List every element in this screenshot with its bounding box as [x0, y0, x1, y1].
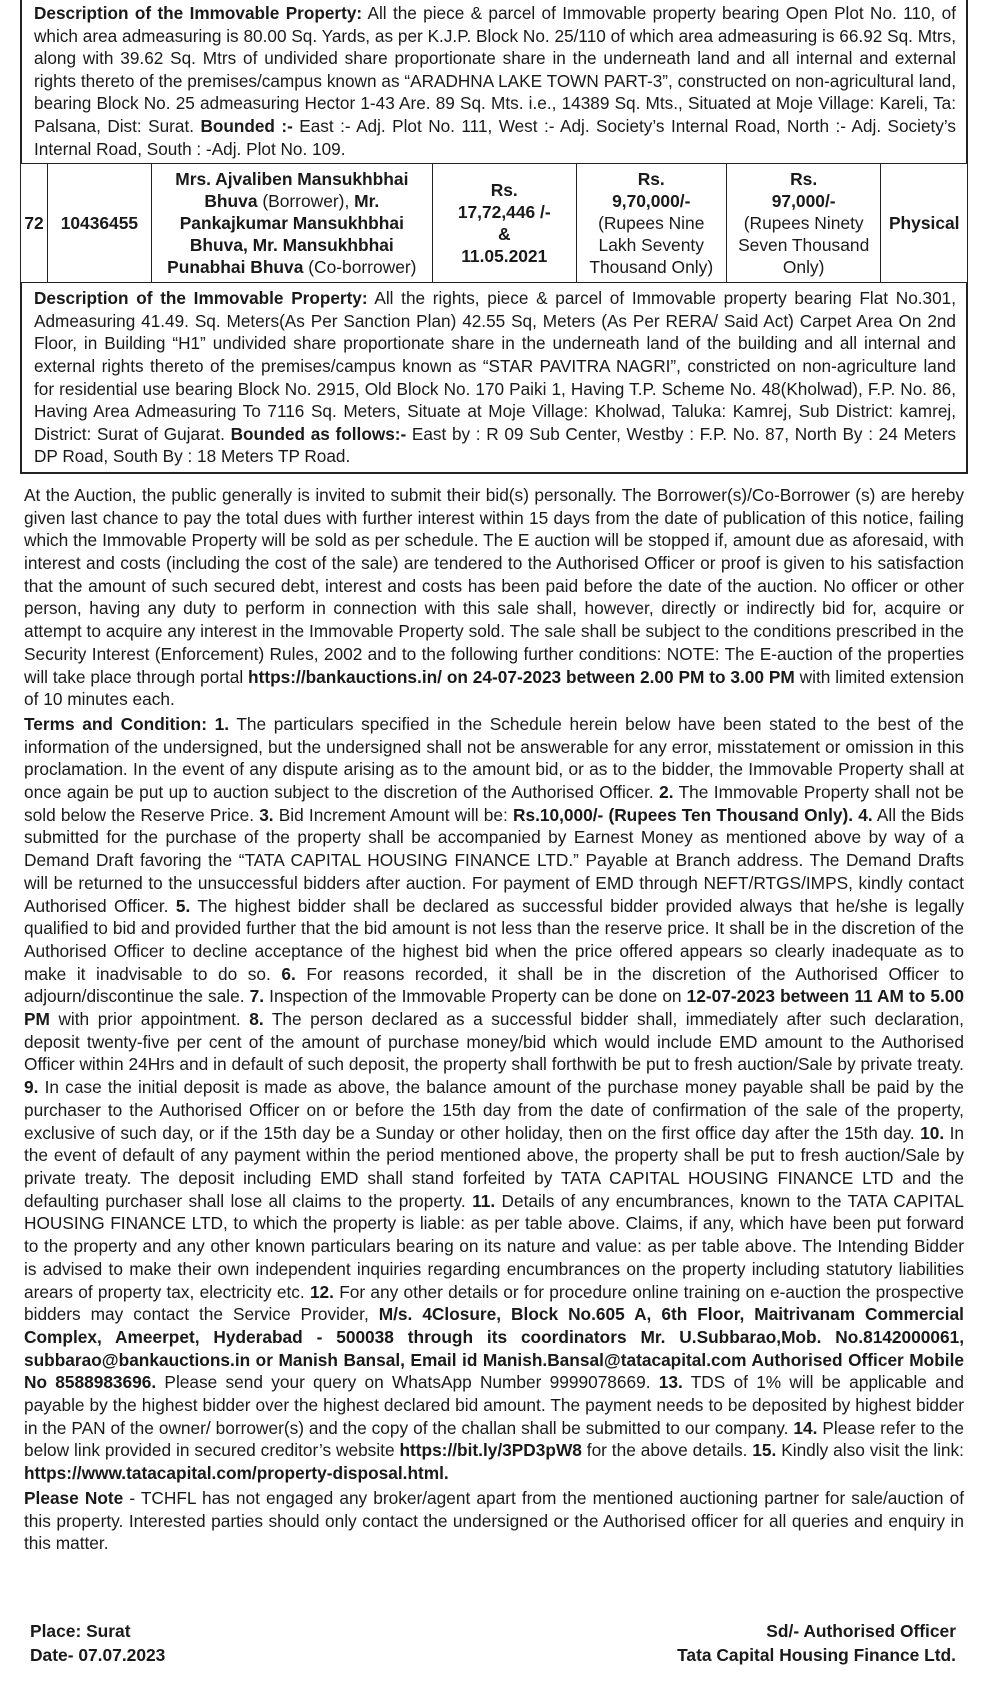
- term-11-text: Details of any encumbrances, known to the TATA CAPITAL HOUSING FINANCE LTD, to which the property is liable: as per table above. Claims, if any, which have been put forward to the property and any other known particulars bearing on its nature and value: as per table above. The Intending Bidder is advised to make their own independent inquiries regarding encumbrances on the property including statutory liabilities arears of property tax, electricity etc.: [24, 1190, 964, 1302]
- property-row-72: [20, 163, 968, 283]
- property-description-label: Description of the Immovable Property:: [34, 3, 363, 23]
- notice-body: [20, 474, 968, 1555]
- term-12-text: For any other details or for procedure online training on e-auction the prospective bidders may contact the Service Provider,: [24, 1281, 965, 1325]
- property-description-72: [20, 283, 968, 474]
- term-1-text: The particulars specified in the Schedule herein below have been stated to the best of the information of the undersigned, but the undersigned shall not be answerable for any error, misstatement or omission in this proclamation. In the event of any dispute arising as to the amount bid, or as to the bidder, the Immovable Property shall at once again be put up to auction subject to the discretion of the Authorised Officer.: [24, 713, 964, 803]
- term-4-text: All the Bids submitted for the purchase of the property shall be accompanied by Earnest Money as mentioned above by way of a Demand Draft favoring the “TATA CAPITAL HOUSING FINANCE LTD.” Payable at Branch address. The Demand Drafts will be returned to the unsuccessful bidders after auction. For payment of EMD through NEFT/RTGS/IMPS, kindly contact Authorised Officer.: [24, 804, 964, 916]
- reserve-amount: 9,70,000/-: [612, 191, 691, 212]
- property-description-text: All the rights, piece & parcel of Immovable property bearing Flat No.301, Admeasuring 41.49. Sq. Meters(As Per Sanction Plan) 42.55 Sq, Meters (As Per RERA/ Said Act) Carpet Area On 2nd Floor, in Building “H1” undivided share proportionate share in the underneath land of the building and all internal and external rights thereto of the premises/campus known as “STAR PAVITRA NAGRI”, constricted on non-agriculture land for residential use bearing Block No. 2915, Old Block No. 170 Paiki 1, Having T.P. Scheme No. 48(Kholwad), F.P. No. 86, Having Area Admeasuring To 7116 Sq. Meters, Situate at Moje Village: Kholwad, Taluka: Kamrej, Sub District: kamrej, District: Surat of Gujarat.: [34, 288, 956, 444]
- term-12-tail: Please send your query on WhatsApp Number 9999078669.: [156, 1372, 659, 1393]
- borrower-cell: [151, 164, 432, 283]
- term-7-number: 7.: [249, 986, 265, 1007]
- term-3-text: Bid Increment Amount will be:: [273, 804, 513, 825]
- auction-extension-text: with limited extension of 10 minutes each.: [24, 666, 964, 710]
- reserve-rs: Rs.: [637, 169, 665, 190]
- term-8-number: 8.: [249, 1009, 264, 1030]
- term-5-text: The highest bidder shall be declared as successful bidder provided always that he/she is legally qualified to bid and provided further that the bid amount is not less than the reserve price. It shall be in the discretion of the Authorised Officer to decline acceptance of the highest bid when the price offered appears so clearly inadequate as to make it inadvisable to do so.: [24, 895, 964, 984]
- reserve-words: (Rupees Nine Lakh Seventy Thousand Only): [589, 213, 714, 278]
- property-description-71: [20, 0, 968, 163]
- possession-type: Physical: [881, 164, 968, 283]
- term-15-text: Kindly also visit the link:: [776, 1440, 964, 1461]
- auction-paragraph: [24, 484, 964, 711]
- emd-rs: Rs.: [790, 169, 818, 190]
- loan-number: 10436455: [48, 164, 152, 283]
- please-note-text: - TCHFL has not engaged any broker/agent apart from the mentioned auctioning partner for sale/auction of this property. Interested parties should only contact the undersigned or the Authorised officer for all queries and enquiry in this matter.: [24, 1487, 964, 1554]
- term-14-text: Please refer to the below link provided in secured creditor’s website: [24, 1417, 964, 1461]
- boundaries-text: East :- Adj. Plot No. 111, West :- Adj. Society’s Internal Road, North :- Adj. Society’s Internal Road, South : -Adj. Plot No. 109.: [34, 115, 956, 159]
- bid-increment-amount: Rs.10,000/- (Rupees Ten Thousand Only). 4.: [512, 804, 873, 825]
- place: Place: Surat: [30, 1621, 131, 1641]
- demand-date: 11.05.2021: [461, 246, 548, 267]
- signature-line: Sd/- Authorised Officer: [766, 1621, 956, 1641]
- borrower-name: Mrs. Ajvaliben Mansukhbhai Bhuva: [175, 169, 409, 212]
- term-10-text: In the event of default of any payment within the period mentioned above, the property shall be put to fresh auction/Sale by private treaty. The deposit including EMD shall stand forfeited by TATA CAPITAL HOUSING FINANCE LTD and the defaulting purchaser shall lose all claims to the property.: [24, 1122, 964, 1211]
- term-6-text: For reasons recorded, it shall be in the discretion of the Authorised Officer to adjourn/discontinue the sale.: [24, 963, 964, 1007]
- term-7-text: Inspection of the Immovable Property can be done on: [264, 986, 687, 1007]
- term-9-number: 9.: [24, 1077, 39, 1098]
- term-5-number: 5.: [175, 895, 191, 916]
- term-2-number: 2.: [659, 782, 674, 803]
- property-disposal-link[interactable]: https://www.tatacapital.com/property-disposal.html.: [24, 1463, 449, 1484]
- term-14-tail: for the above details.: [581, 1440, 753, 1461]
- reserve-price-cell: [576, 164, 726, 283]
- term-10-number: 10.: [920, 1122, 945, 1143]
- term-2-text: The Immovable Property shall not be sold below the Reserve Price.: [24, 782, 964, 825]
- property-description-text: All the piece & parcel of Immovable property bearing Open Plot No. 110, of which area admeasuring is 80.00 Sq. Yards, as per K.J.P. Block No. 25/110 of which area admeasuring is 66.92 Sq. Mtrs, along with 39.62 Sq. Mtrs of undivided share proportionate share in the underneath land and all internal and external rights thereto of the premises/campus known as “ARADHNA LAKE TOWN PART-3”, constructed on non-agricultural land, bearing Block No. 25 admeasuring Hector 1-43 Are. 89 Sq. Mts. i.e., 14389 Sq. Mts., Situated at Moje Village: Kareli, Ta: Palsana, Dist: Surat.: [34, 3, 956, 136]
- inspection-date: 12-07-2023 between 11 AM to 5.00 PM: [24, 986, 964, 1030]
- coborrower-role: (Co-borrower): [303, 257, 417, 278]
- please-note-paragraph: [24, 1487, 964, 1555]
- terms-heading: Terms and Condition: 1.: [24, 713, 230, 734]
- emd-words: (Rupees Ninety Seven Thousand Only): [738, 213, 870, 278]
- term-14-number: 14.: [793, 1417, 818, 1438]
- term-13-number: 13.: [658, 1372, 683, 1393]
- term-8-text: The person declared as a successful bidder shall, immediately after such declaration, deposit twenty-five per cent of the amount of purchase money/bid which would include EMD amount to the Authorised Officer within 24Hrs and in default of such deposit, the property shall forthwith be put to fresh auction/Sale by private treaty.: [24, 1009, 964, 1075]
- emd-amount: 97,000/-: [771, 191, 836, 212]
- term-13-text: TDS of 1% will be applicable and payable by the highest bidder over the highest declared bid amount. The payment needs to be deposited by highest bidder in the PAN of the owner/ borrower(s) and the copy of the challan shall be submitted to our company.: [24, 1372, 964, 1438]
- serial-number: 72: [21, 164, 48, 283]
- bounded-label: Bounded as follows:-: [230, 423, 407, 444]
- boundaries-text: East by : R 09 Sub Center, Westby : F.P. No. 87, North By : 24 Meters DP Road, South By : 18 Meters TP Road.: [34, 423, 957, 467]
- service-provider-contact: M/s. 4Closure, Block No.605 A, 6th Floor, Maitrivanam Commercial Complex, Ameerpet, Hyderabad - 500038 through its coordinators Mr. U.Subbarao,Mob. No.8142000061, subbarao@bankauctions.in or Manish Bansal, Email id Manish.Bansal@tatacapital.com Authorised Officer Mobile No 8588983696.: [24, 1304, 964, 1393]
- coborrower-names: Mr. Pankajkumar Mansukhbhai Bhuva, Mr. Mansukhbhai Punabhai Bhuva: [167, 191, 404, 278]
- term-11-number: 11.: [472, 1190, 496, 1211]
- term-9-text: In case the initial deposit is made as above, the balance amount of the purchase money payable shall be paid by the purchaser to the Authorised Officer on or before the 15th day from the date of confirmation of the sale of the property, exclusive of such day, or if the 15th day be a Sunday or other holiday, then on the first office day after the 15th day.: [24, 1077, 964, 1143]
- short-link[interactable]: https://bit.ly/3PD3pW8: [399, 1440, 582, 1461]
- bounded-label: Bounded :-: [200, 115, 293, 136]
- term-6-number: 6.: [281, 963, 296, 984]
- auction-portal-date: https://bankauctions.in/ on 24-07-2023 between 2.00 PM to 3.00 PM: [248, 666, 795, 687]
- terms-paragraph: [24, 713, 964, 1485]
- demand-notice-cell: [432, 164, 576, 283]
- demand-amount: 17,72,446 /-: [457, 202, 551, 223]
- demand-rs: Rs.: [490, 180, 518, 201]
- auction-text: At the Auction, the public generally is invited to submit their bid(s) personally. The Borrower(s)/Co-Borrower (s) are hereby given last chance to pay the total dues with further interest within 15 days from the date of publication of this notice, failing which the Immovable Property will be sold as per schedule. The E auction will be stopped if, amount due as aforesaid, with interest and costs (including the cost of the sale) are tendered to the Authorised Officer or proof is given to his satisfaction that the amount of such secured debt, interest and costs has been paid before the date of the auction. No officer or other person, having any duty to perform in connection with this sale shall, however, directly or indirectly bid for, acquire or attempt to acquire any interest in the Immovable Property sold. The sale shall be subject to the conditions prescribed in the Security Interest (Enforcement) Rules, 2002 and to the following further conditions: NOTE: The E-auction of the properties will take place through portal: [24, 484, 964, 687]
- term-15-number: 15.: [752, 1440, 777, 1461]
- borrower-role: (Borrower),: [257, 191, 350, 212]
- term-7-tail: with prior appointment.: [49, 1009, 250, 1030]
- demand-ampersand: &: [497, 224, 511, 245]
- company-name: Tata Capital Housing Finance Ltd.: [677, 1645, 956, 1665]
- term-3-number: 3.: [259, 804, 274, 825]
- auction-notice-page: [20, 0, 968, 1555]
- property-description-label: Description of the Immovable Property:: [34, 288, 368, 309]
- please-note-label: Please Note: [24, 1487, 124, 1508]
- emd-cell: [726, 164, 881, 283]
- date: Date- 07.07.2023: [30, 1645, 166, 1665]
- term-12-number: 12.: [309, 1281, 334, 1302]
